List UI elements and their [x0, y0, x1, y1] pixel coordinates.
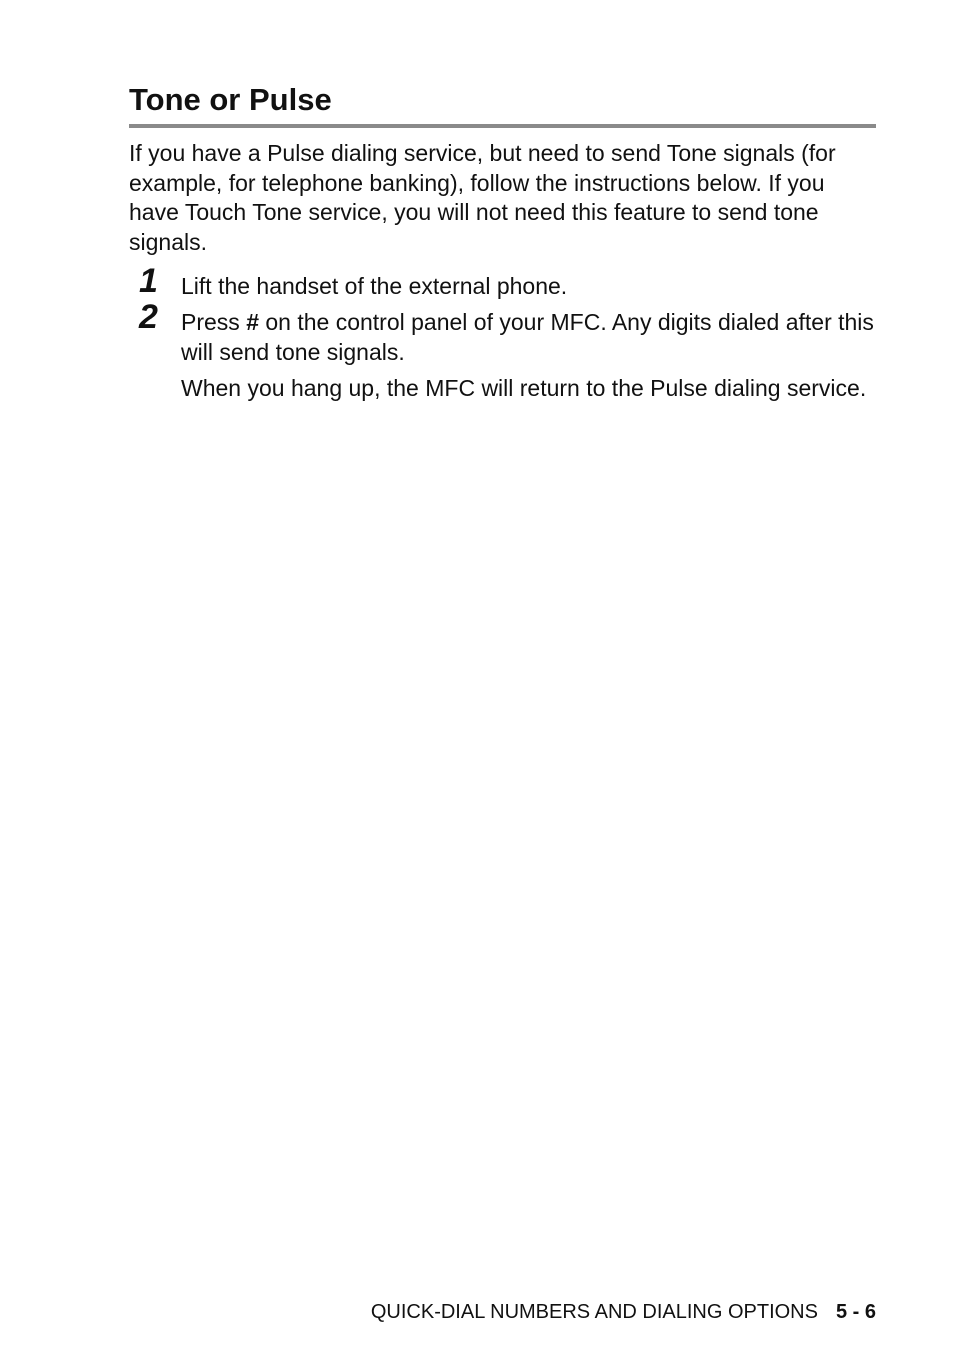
step-text [181, 307, 876, 367]
step-number: 1 [139, 262, 158, 300]
document-page [129, 0, 876, 1352]
step-text: Lift the handset of the external phone. [181, 273, 568, 299]
step-text-before: Press [181, 309, 247, 335]
page-footer [371, 1299, 876, 1325]
step-number: 2 [139, 298, 158, 336]
section-title: Tone or Pulse [129, 82, 332, 117]
footer-chapter-title: QUICK-DIAL NUMBERS AND DIALING OPTIONS [370, 1301, 818, 1323]
title-underline [129, 124, 876, 128]
step-note: When you hang up, the MFC will return to the Pulse dialing service. [181, 375, 867, 401]
footer-page-number: 5 - 6 [835, 1301, 876, 1323]
step-text-after: on the control panel of your MFC. Any digits dialed after this will send tone signals. [181, 309, 874, 365]
intro-paragraph: If you have a Pulse dialing service, but need to send Tone signals (for example, for telephone banking), follow the instructions below. If you have Touch Tone service, you will not need this feature to send tone signals. [129, 140, 836, 255]
hash-key-label: # [246, 309, 259, 335]
